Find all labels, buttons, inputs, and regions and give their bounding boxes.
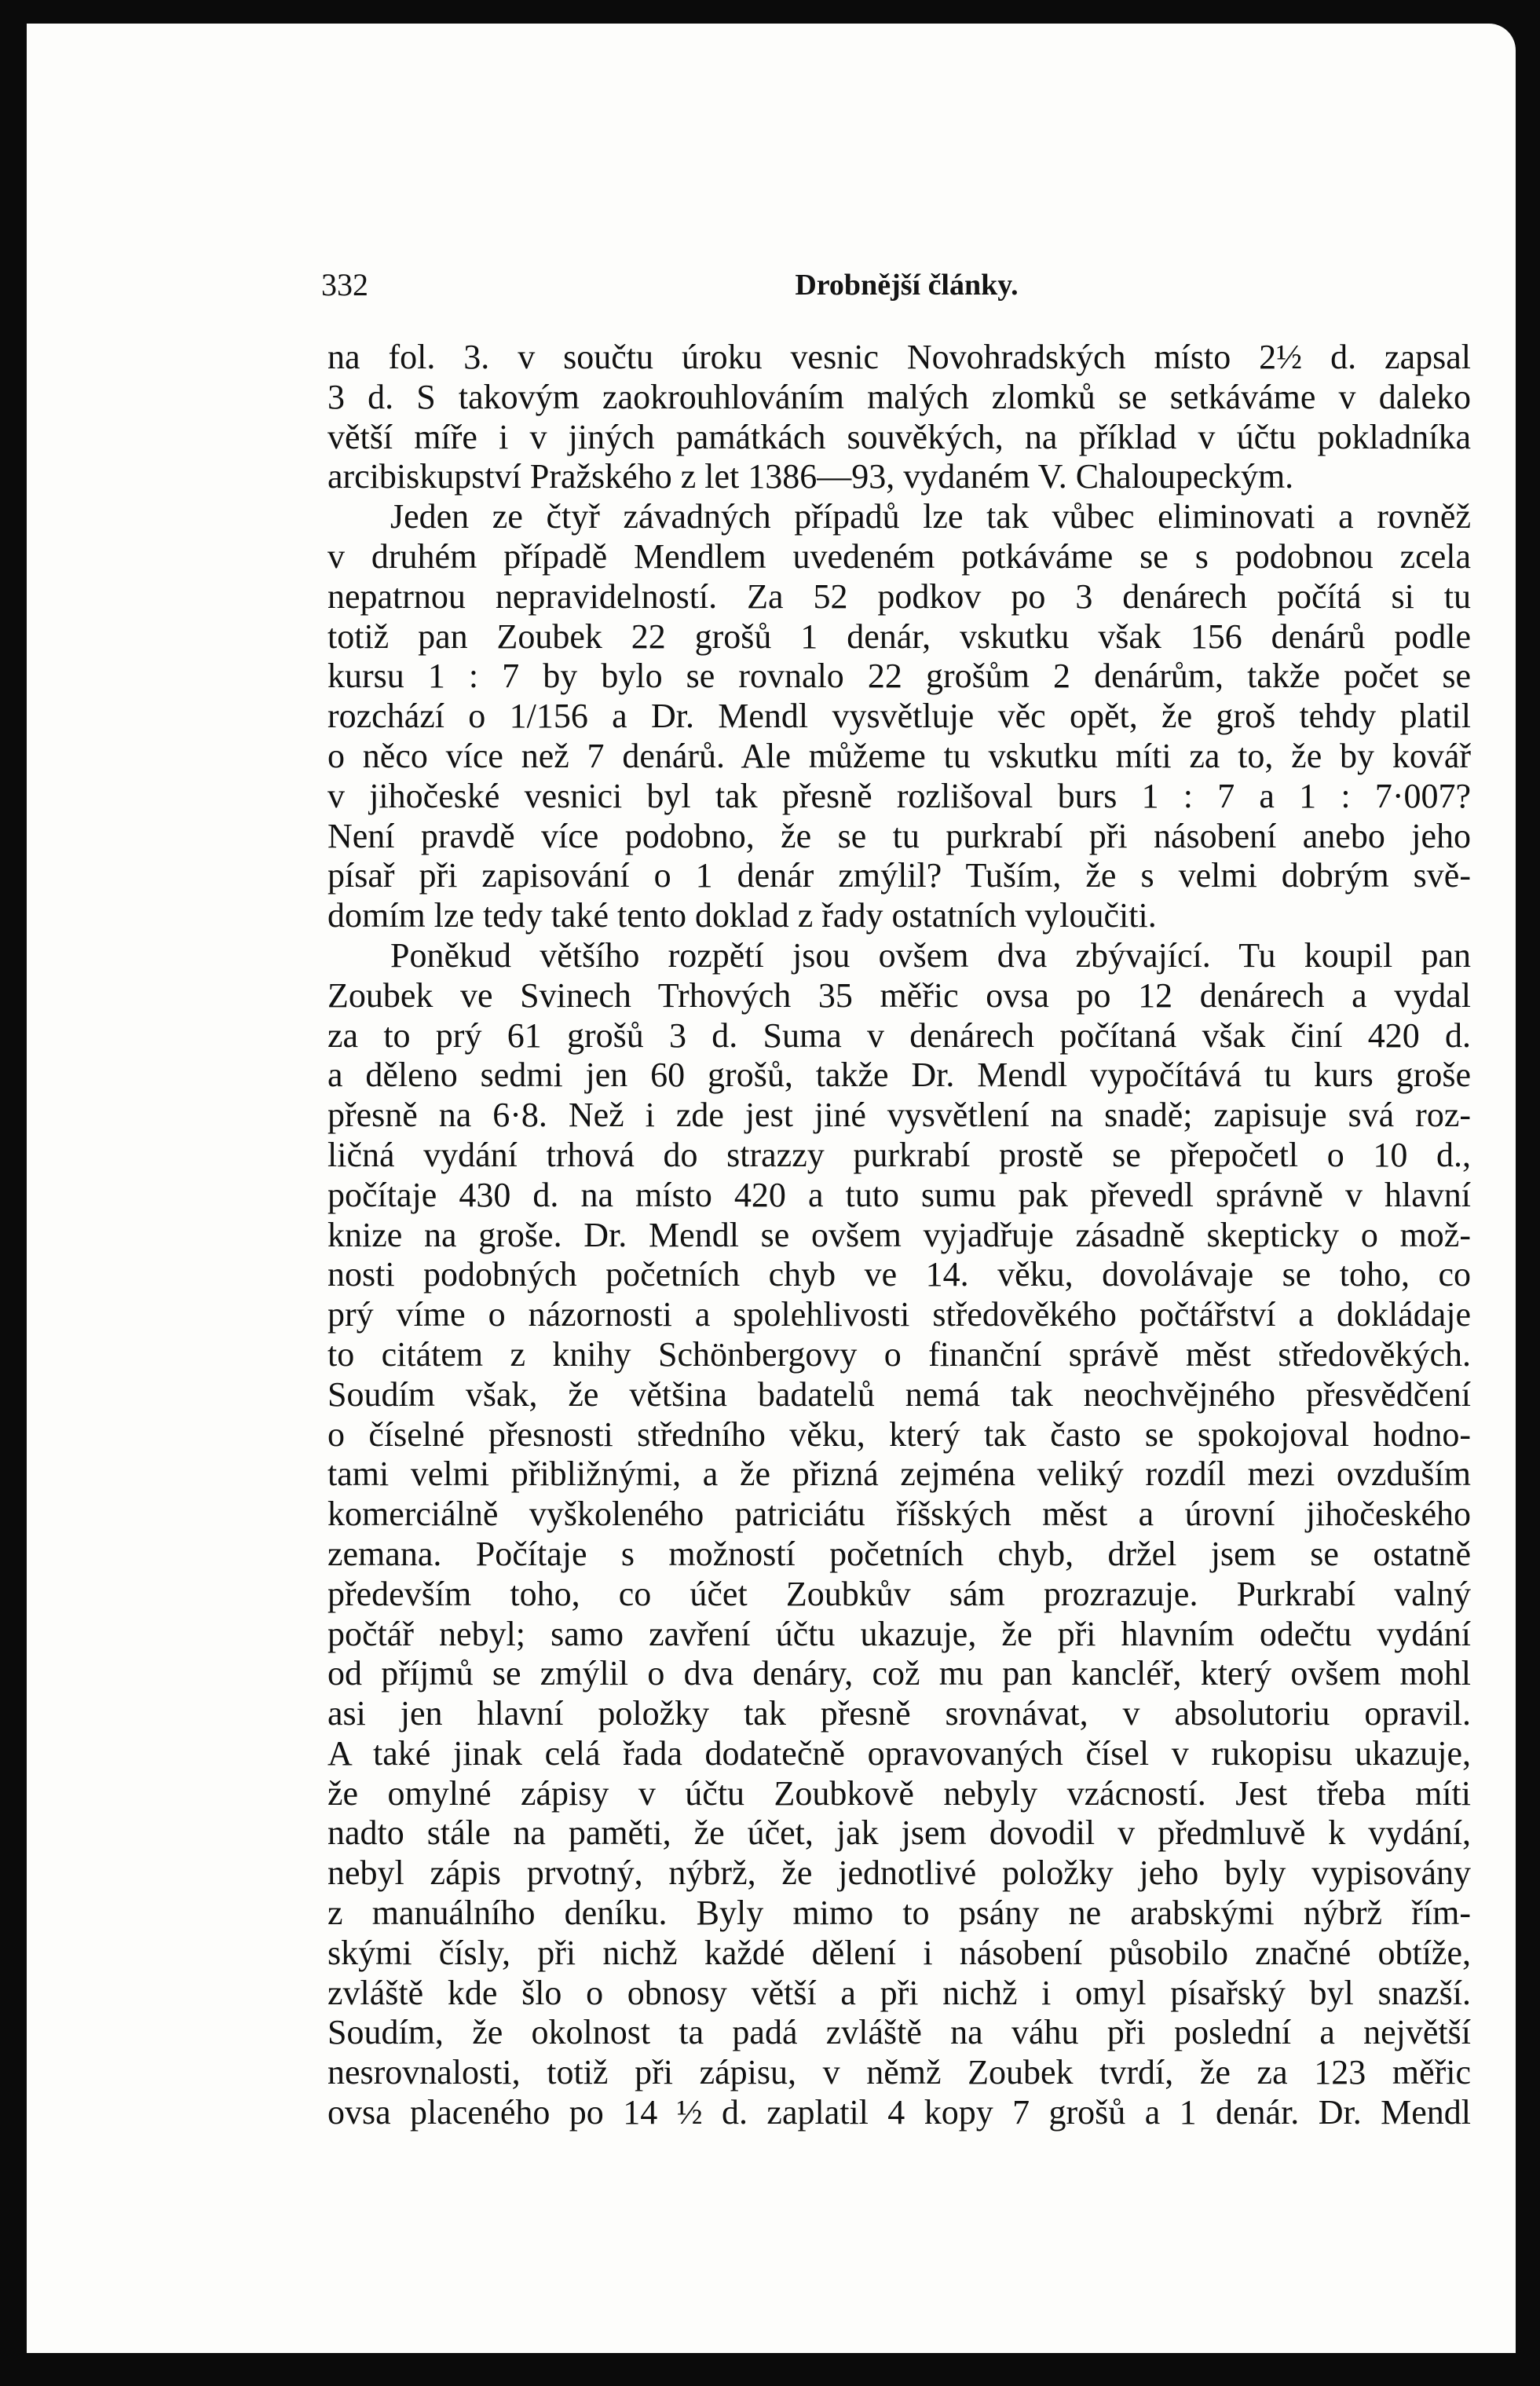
text-line: z manuálního deníku. Byly mimo to psány ne arabskými nýbrž řím- <box>327 1894 1471 1933</box>
text-line: především toho, co účet Zoubkův sám prozrazuje. Purkrabí valný <box>327 1574 1471 1613</box>
text-line: Soudím, že okolnost ta padá zvláště na váhu při poslední a největší <box>327 2013 1471 2052</box>
text-line: za to prý 61 grošů 3 d. Suma v denárech počítaná však činí 420 d. <box>327 1016 1471 1055</box>
text-line: nadto stále na paměti, že účet, jak jsem dovodil v předmluvě k vydání, <box>327 1813 1471 1853</box>
text-line: že omylné zápisy v účtu Zoubkově nebyly vzácností. Jest třeba míti <box>327 1773 1471 1813</box>
text-line: ovsa placeného po 14 ½ d. zaplatil 4 kopy 7 grošů a 1 denár. Dr. Mendl <box>327 2093 1471 2132</box>
page-header <box>321 265 1464 305</box>
text-line: knize na groše. Dr. Mendl se ovšem vyjadřuje zásadně skepticky o mož- <box>327 1215 1471 1254</box>
text-line: Soudím však, že většina badatelů nemá tak neochvějného přesvědčení <box>327 1374 1471 1414</box>
text-line: nebyl zápis prvotný, nýbrž, že jednotlivé položky jeho byly vypisovány <box>327 1854 1471 1893</box>
text-line: v jihočeské vesnici byl tak přesně rozlišoval burs 1 : 7 a 1 : 7·007? <box>327 776 1471 815</box>
text-line: od příjmů se zmýlil o dva denáry, což mu pan kancléř, který ovšem mohl <box>327 1654 1471 1693</box>
text-line: A také jinak celá řada dodatečně opravovaných čísel v rukopisu ukazuje, <box>327 1733 1471 1773</box>
text-line: skými čísly, při nichž každé dělení i násobení působilo značné obtíže, <box>327 1933 1471 1972</box>
text-line: totiž pan Zoubek 22 grošů 1 denár, vskutku však 156 denárů podle <box>327 617 1471 656</box>
text-line: arcibiskupství Pražského z let 1386—93, vydaném V. Chaloupeckým. <box>327 457 1294 496</box>
text-line: nosti podobných početních chyb ve 14. věku, dovolávaje se toho, co <box>327 1255 1471 1294</box>
text-line: asi jen hlavní položky tak přesně srovnávat, v absolutoriu opravil. <box>327 1694 1471 1733</box>
text-line: 3 d. S takovým zaokrouhlováním malých zlomků se setkáváme v daleko <box>327 377 1471 416</box>
text-line: přesně na 6·8. Než i zde jest jiné vysvětlení na snadě; zapisuje svá roz- <box>327 1096 1471 1135</box>
text-line: zemana. Počítaje s možností početních chyb, držel jsem se ostatně <box>327 1534 1471 1573</box>
text-line: ličná vydání trhová do strazzy purkrabí prostě se přepočetl o 10 d., <box>327 1135 1471 1174</box>
running-title: Drobnější články. <box>795 269 1019 302</box>
text-line: Poněkud většího rozpětí jsou ovšem dva zbývající. Tu koupil pan <box>390 935 1471 975</box>
text-line: komerciálně vyškoleného patriciátu říšských měst a úrovní jihočeského <box>327 1495 1471 1534</box>
text-line: nepatrnou nepravidelností. Za 52 podkov po 3 denárech počítá si tu <box>327 576 1471 616</box>
text-line: na fol. 3. v součtu úroku vesnic Novohradských místo 2½ d. zapsal <box>327 338 1471 376</box>
text-line: Jeden ze čtyř závadných případů lze tak vůbec eliminovati a rovněž <box>390 497 1471 536</box>
text-line: prý víme o názornosti a spolehlivosti středověkého počtářství a dokládaje <box>327 1295 1471 1334</box>
text-line: zvláště kde šlo o obnosy větší a při nichž i omyl písařský byl snazší. <box>327 1973 1471 2012</box>
text-line: Není pravdě více podobno, že se tu purkrabí při násobení anebo jeho <box>327 816 1471 855</box>
text-line: a děleno sedmi jen 60 grošů, takže Dr. Mendl vypočítává tu kurs groše <box>327 1056 1471 1095</box>
page-number: 332 <box>321 267 368 302</box>
text-line: o číselné přesnosti středního věku, který tak často se spokojoval hodno- <box>327 1414 1471 1454</box>
text-line: rozchází o 1/156 a Dr. Mendl vysvětluje věc opět, že groš tehdy platil <box>327 697 1471 736</box>
text-line: to citátem z knihy Schönbergovy o finanční správě měst středověkých. <box>327 1334 1471 1374</box>
text-line: počítaje 430 d. na místo 420 a tuto sumu pak převedl správně v hlavní <box>327 1175 1471 1214</box>
text-line: o něco více než 7 denárů. Ale můžeme tu vskutku míti za to, že by kovář <box>327 736 1471 775</box>
article-body <box>327 338 1471 2133</box>
text-line: kursu 1 : 7 by bylo se rovnalo 22 grošům 2 denárům, takže počet se <box>327 657 1471 696</box>
scanned-page <box>27 24 1516 2353</box>
text-line: větší míře i v jiných památkách souvěkých, na příklad v účtu pokladníka <box>327 417 1471 456</box>
text-line: domím lze tedy také tento doklad z řady ostatních vyloučiti. <box>327 896 1157 935</box>
text-line: počtář nebyl; samo zavření účtu ukazuje, že při hlavním odečtu vydání <box>327 1614 1471 1653</box>
text-line: tami velmi přibližnými, a že přizná zejména veliký rozdíl mezi ovzduším <box>327 1455 1471 1494</box>
text-line: v druhém případě Mendlem uvedeném potkáváme se s podobnou zcela <box>327 536 1471 576</box>
text-line: nesrovnalosti, totiž při zápisu, v němž Zoubek tvrdí, že za 123 měřic <box>327 2053 1471 2092</box>
text-line: Zoubek ve Svinech Trhových 35 měřic ovsa po 12 denárech a vydal <box>327 975 1471 1015</box>
text-line: písař při zapisování o 1 denár zmýlil? Tuším, že s velmi dobrým svě- <box>327 856 1471 895</box>
